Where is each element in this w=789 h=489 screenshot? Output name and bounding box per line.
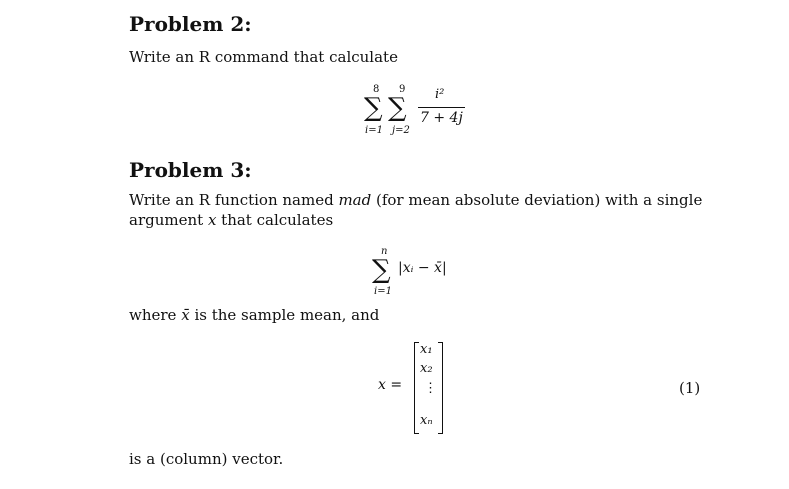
fraction-bar xyxy=(418,107,465,108)
problem-3-text-line-1 xyxy=(129,190,702,210)
text-prefix: Write an R function named xyxy=(129,191,339,209)
sum-lower: i=1 xyxy=(374,286,392,297)
text-suffix: (for mean absolute deviation) with a single xyxy=(371,191,703,209)
text-prefix: argument xyxy=(129,211,208,229)
right-bracket xyxy=(438,342,443,434)
fraction-denominator: 7 + 4j xyxy=(420,110,463,126)
mean-var: x̄ xyxy=(181,306,190,324)
function-name: mad xyxy=(338,191,372,209)
sum-upper-i: 8 xyxy=(373,84,380,95)
sum-lower-j: j=2 xyxy=(392,125,410,136)
problem-2-title: Problem 2: xyxy=(129,12,252,36)
sum-lower-i: i=1 xyxy=(365,125,383,136)
problem-3-text-line-2 xyxy=(129,210,333,230)
summand: |xᵢ − x̄| xyxy=(398,260,447,276)
where-text xyxy=(129,305,379,325)
sum-upper-n: n xyxy=(381,246,388,257)
sigma-symbol-j: ∑ xyxy=(388,93,407,123)
text-suffix: is the sample mean, and xyxy=(189,306,380,324)
vector-entry: x₂ xyxy=(420,361,433,376)
vector-entry: xₙ xyxy=(420,413,433,428)
closing-text: is a (column) vector. xyxy=(129,450,284,468)
vector-entry: ⋮ xyxy=(424,381,437,396)
equation-number: (1) xyxy=(679,379,701,397)
problem-2-text: Write an R command that calculate xyxy=(129,48,398,66)
sum-upper-j: 9 xyxy=(399,84,406,95)
fraction-numerator: i² xyxy=(435,87,445,102)
vector-entry: x₁ xyxy=(420,342,433,357)
problem-3-title: Problem 3: xyxy=(129,158,252,182)
text-prefix: where xyxy=(129,306,182,324)
left-bracket xyxy=(414,342,419,434)
argument-var: x xyxy=(207,211,217,229)
sigma-symbol-i: ∑ xyxy=(364,93,383,123)
sigma-symbol: ∑ xyxy=(372,255,391,285)
vector-lhs: x = xyxy=(378,377,403,393)
text-suffix: that calculates xyxy=(216,211,334,229)
